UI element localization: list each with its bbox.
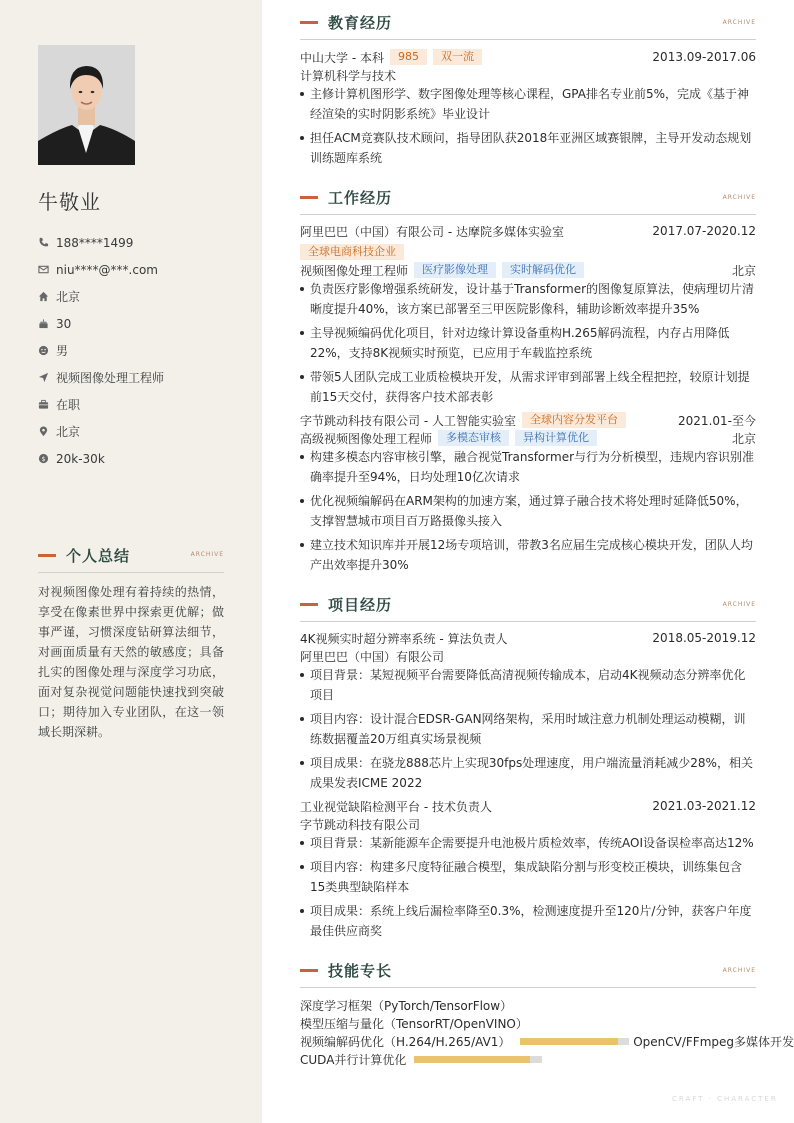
footer-watermark: CRAFT · CHARACTER (672, 1095, 778, 1103)
candidate-name: 牛敬业 (38, 190, 101, 214)
education-bullet: 担任ACM竞赛队技术顾问，指导团队获2018年亚洲区域赛银牌，主导开发动态规划训练题库系统 (300, 128, 756, 168)
education-period: 2013.09-2017.06 (652, 50, 756, 64)
summary-text: 对视频图像处理有着持续的热情，享受在像素世界中探索更优解；做事严谨，习惯深度钻研算法细节，对画面质量有天然的敏感度；具备扎实的图像处理与深度学习功底，面对复杂视觉问题能快速找到突破口；期待加入专业团队，在这一领域长期深耕。 (38, 585, 224, 739)
mail-icon (38, 264, 56, 275)
project-company: 字节跳动科技有限公司 (300, 817, 421, 832)
info-position (38, 364, 238, 391)
skill-level-fill (520, 1038, 618, 1045)
archive-label: ARCHIVE (190, 551, 224, 558)
project-bullet: 项目成果：在骁龙888芯片上实现30fps处理速度，用户端流量消耗减少28%，相关成果发表ICME 2022 (300, 753, 756, 793)
skill-name: 模型压缩与量化（TensorRT/OpenVINO） (300, 1016, 528, 1031)
project-bullet: 项目内容：构建多尺度特征融合模型，集成缺陷分割与形变校正模块，训练集包含15类典型缺陷样本 (300, 857, 756, 897)
archive-label: ARCHIVE (722, 601, 756, 608)
school-tag: 985 (390, 49, 427, 65)
home-city-text: 北京 (56, 290, 81, 304)
skill-level-meter (520, 1038, 629, 1045)
archive-label: ARCHIVE (722, 967, 756, 974)
age-text: 30 (56, 316, 72, 331)
archive-label: ARCHIVE (722, 194, 756, 201)
project-bullet: 项目内容：设计混合EDSR-GAN网络架构，采用时域注意力机制处理运动模糊，训练数据覆盖20万组真实场景视频 (300, 709, 756, 749)
skill-level-fill (414, 1056, 529, 1063)
major-name: 计算机科学与技术 (300, 68, 397, 83)
job-header-row (300, 222, 756, 240)
company-tag: 全球电商科技企业 (300, 244, 404, 260)
projects-title: 项目经历 (328, 596, 393, 614)
job-bullet: 构建多模态内容审核引擎，融合视觉Transformer与行为分析模型，违规内容识别准确率提升至94%，日均处理10亿次请求 (300, 447, 756, 487)
skill-name: OpenCV/FFmpeg多媒体开发 (633, 1034, 794, 1049)
work-title: 工作经历 (328, 189, 393, 207)
job-bullet: 建立技术知识库并开展12场专项培训，带教3名应届生完成核心模块开发，团队人均产出效率提升30% (300, 535, 756, 575)
contact-info-list (38, 229, 238, 472)
job-bullet: 带领5人团队完成工业质检模块开发，从需求评审到部署上线全程把控，较原计划提前15天交付，获得客户技术部表彰 (300, 367, 756, 407)
location-pin-icon (38, 426, 56, 437)
project-company-row (300, 815, 756, 833)
title-accent-bar (300, 603, 318, 606)
job-bullet: 优化视频编解码在ARM架构的加速方案，通过算子融合技术将处理时延降低50%，支撑智慧城市项目百万路摄像头接入 (300, 491, 756, 531)
education-title: 教育经历 (328, 14, 393, 32)
project-header-row (300, 797, 756, 815)
info-gender (38, 337, 238, 364)
title-accent-bar (300, 969, 318, 972)
skills-section-header (300, 960, 756, 988)
project-bullet: 项目成果：系统上线后漏检率降至0.3%，检测速度提升至120片/分钟，获客户年度最佳供应商奖 (300, 901, 756, 941)
job-bullet: 负责医疗影像增强系统研发，设计基于Transformer的图像复原算法，使病理切片清晰度提升40%，该方案已部署至三甲医院影像科，辅助诊断效率提升35% (300, 279, 756, 319)
info-email (38, 256, 238, 283)
position-text: 视频图像处理工程师 (56, 371, 165, 385)
project-period: 2018.05-2019.12 (652, 631, 756, 645)
projects-section-header (300, 594, 756, 622)
skill-name: CUDA并行计算优化 (300, 1052, 407, 1067)
face-icon (38, 345, 56, 356)
education-header-row (300, 48, 756, 66)
job-bullet: 主导视频编码优化项目，针对边缘计算设备重构H.265解码流程，内存占用降低22%，支持8K视频实时预览，已应用于车载监控系统 (300, 323, 756, 363)
education-bullet: 主修计算机图形学、数字图像处理等核心课程，GPA排名专业前5%，完成《基于神经渲染的实时阴影系统》毕业设计 (300, 84, 756, 124)
info-status (38, 391, 238, 418)
info-salary (38, 445, 238, 472)
job-role-row (300, 429, 756, 447)
project-company: 阿里巴巴（中国）有限公司 (300, 649, 445, 664)
job-header-row (300, 411, 756, 429)
phone-icon (38, 237, 56, 248)
role-tag: 医疗影像处理 (414, 262, 496, 278)
job-role: 视频图像处理工程师 (300, 263, 409, 278)
major-row (300, 66, 756, 84)
role-tag: 异构计算优化 (515, 430, 597, 446)
archive-label: ARCHIVE (722, 19, 756, 26)
job-city: 北京 (731, 263, 756, 278)
info-location (38, 418, 238, 445)
title-accent-bar (38, 554, 56, 557)
skill-level-meter (414, 1056, 542, 1063)
education-section-header (300, 12, 756, 40)
job-role: 高级视频图像处理工程师 (300, 431, 433, 446)
role-tag: 多模态审核 (438, 430, 509, 446)
gender-text: 男 (56, 344, 69, 358)
salary-text: 20k-30k (56, 451, 105, 466)
job-role-row (300, 261, 756, 279)
skill-row (300, 1032, 794, 1050)
job-period: 2021.01-至今 (678, 413, 756, 428)
cake-icon (38, 318, 56, 329)
skill-name: 视频编解码优化（H.264/H.265/AV1） (300, 1034, 511, 1049)
send-icon (38, 372, 56, 383)
project-header-row (300, 629, 756, 647)
project-bullet: 项目背景：某短视频平台需要降低高清视频传输成本，启动4K视频动态分辨率优化项目 (300, 665, 756, 705)
summary-section-header (38, 543, 224, 573)
project-bullet: 项目背景：某新能源车企需要提升电池极片质检效率，传统AOI设备误检率高达12% (300, 833, 756, 853)
info-age (38, 310, 238, 337)
job-company: 阿里巴巴（中国）有限公司 - 达摩院多媒体实验室 (300, 224, 564, 239)
title-accent-bar (300, 21, 318, 24)
job-company: 字节跳动科技有限公司 - 人工智能实验室 (300, 413, 516, 428)
info-phone (38, 229, 238, 256)
role-tag: 实时解码优化 (502, 262, 584, 278)
info-home (38, 283, 238, 310)
project-period: 2021.03-2021.12 (652, 799, 756, 813)
project-company-row (300, 647, 756, 665)
school-name: 中山大学 - 本科 (300, 50, 384, 65)
home-icon (38, 291, 56, 302)
salary-icon (38, 453, 56, 464)
project-name: 4K视频实时超分辨率系统 - 算法负责人 (300, 631, 508, 646)
location-text: 北京 (56, 425, 81, 439)
summary-title: 个人总结 (66, 547, 131, 565)
company-tag: 全球内容分发平台 (522, 412, 626, 428)
title-accent-bar (300, 196, 318, 199)
skill-name: 深度学习框架（PyTorch/TensorFlow） (300, 998, 513, 1013)
job-city: 北京 (731, 431, 756, 446)
profile-photo (38, 45, 135, 165)
project-name: 工业视觉缺陷检测平台 - 技术负责人 (300, 799, 492, 814)
skills-title: 技能专长 (328, 962, 393, 980)
sidebar (0, 0, 262, 1123)
status-text: 在职 (56, 398, 81, 412)
phone-text: 188****1499 (56, 235, 134, 250)
school-tag: 双一流 (433, 49, 482, 65)
email-text: niu****@***.com (56, 262, 158, 277)
svg-text:$: $ (41, 454, 46, 463)
briefcase-icon (38, 399, 56, 410)
work-section-header (300, 187, 756, 215)
skill-row (300, 996, 512, 1014)
company-tag-row (300, 243, 756, 261)
job-period: 2017.07-2020.12 (652, 224, 756, 238)
skill-row (300, 1014, 528, 1032)
skill-row (300, 1050, 542, 1068)
